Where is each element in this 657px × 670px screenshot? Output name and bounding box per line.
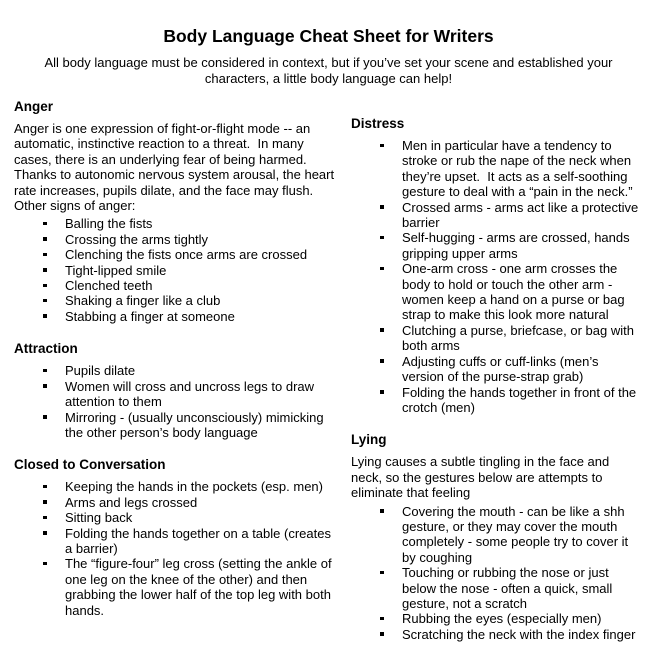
bullet-list: [351, 138, 643, 415]
square-bullet-icon: [380, 328, 384, 332]
bullet-list: [14, 216, 337, 324]
section-attraction: [14, 341, 337, 440]
list-item-text: Clutching a purse, briefcase, or bag with both arms: [402, 322, 638, 354]
list-item-text: Clenching the fists once arms are crossed: [65, 247, 308, 263]
list-item: [14, 263, 337, 278]
list-item: [351, 138, 643, 200]
list-item: [14, 309, 337, 324]
list-item-text: Pupils dilate: [65, 363, 136, 379]
square-bullet-icon: [43, 268, 47, 272]
list-item: [14, 216, 337, 231]
square-bullet-icon: [43, 222, 47, 226]
list-item-text: Covering the mouth - can be like a shh gesture, or they may cover the mouth completely - some people try to cover it by coughing: [402, 503, 632, 565]
list-item-text: Balling the fists: [65, 216, 153, 232]
list-item-text: Folding the hands together in front of the crotch (men): [402, 384, 640, 415]
list-item: [14, 510, 337, 525]
section-heading: Closed to Conversation: [14, 457, 166, 473]
square-bullet-icon: [43, 253, 47, 257]
square-bullet-icon: [380, 390, 384, 394]
square-bullet-icon: [43, 516, 47, 520]
square-bullet-icon: [43, 299, 47, 303]
square-bullet-icon: [380, 236, 384, 240]
page-title: Body Language Cheat Sheet for Writers: [163, 26, 494, 46]
list-item-text: Folding the hands together on a table (creates a barrier): [65, 525, 335, 556]
list-item: [351, 627, 643, 642]
list-item-text: One-arm cross - one arm crosses the body to hold or touch the other arm - women keep a hand on a purse or bag strap to make this look more natural: [402, 261, 629, 323]
list-item-text: Men in particular have a tendency to stroke or rub the nape of the neck when they’re upset. It acts as a self-soothing gesture to deal with a “pain in the neck.”: [402, 138, 635, 200]
list-item-text: Shaking a finger like a club: [65, 293, 221, 309]
square-bullet-icon: [380, 205, 384, 209]
list-item-text: Self-hugging - arms are crossed, hands gripping upper arms: [402, 230, 634, 261]
section-distress: [351, 116, 643, 415]
square-bullet-icon: [43, 237, 47, 241]
list-item: [351, 200, 643, 231]
square-bullet-icon: [380, 571, 384, 575]
list-item-text: Adjusting cuffs or cuff-links (men’s version of the purse-strap grab): [402, 353, 603, 385]
square-bullet-icon: [43, 500, 47, 504]
list-item-text: Crossed arms - arms act like a protective barrier: [402, 199, 642, 231]
list-item: [14, 526, 337, 557]
right-column: [351, 99, 643, 642]
left-column: [14, 99, 337, 642]
list-item-text: Rubbing the eyes (especially men): [402, 611, 602, 627]
list-item: [351, 504, 643, 566]
square-bullet-icon: [380, 632, 384, 636]
list-item-text: Stabbing a finger at someone: [65, 308, 235, 324]
list-item-text: Crossing the arms tightly: [65, 231, 209, 247]
list-item: [351, 261, 643, 323]
list-item-text: Keeping the hands in the pockets (esp. men): [65, 479, 323, 495]
list-item-text: Clenched teeth: [65, 278, 153, 294]
square-bullet-icon: [43, 562, 47, 566]
section-heading: Attraction: [14, 341, 78, 357]
list-item: [351, 611, 643, 626]
square-bullet-icon: [43, 485, 47, 489]
square-bullet-icon: [380, 617, 384, 621]
list-item-text: Touching or rubbing the nose or just below the nose - often a quick, small gesture, not a scratch: [402, 565, 616, 611]
list-item: [14, 556, 337, 618]
section-closed-to-conversation: [14, 457, 337, 618]
list-item: [14, 410, 337, 441]
list-item-text: Scratching the neck with the index finger: [402, 626, 636, 642]
square-bullet-icon: [43, 384, 47, 388]
square-bullet-icon: [43, 369, 47, 373]
square-bullet-icon: [43, 314, 47, 318]
section-intro: Lying causes a subtle tingling in the face and neck, so the gestures below are attempts to eliminate that feeling: [351, 454, 613, 501]
bullet-list: [14, 363, 337, 440]
two-column-layout: [0, 99, 657, 642]
section-heading: Distress: [351, 116, 405, 131]
list-item: [14, 247, 337, 262]
list-item: [14, 278, 337, 293]
bullet-list: [14, 479, 337, 618]
list-item-text: Sitting back: [65, 510, 133, 526]
section-intro: Anger is one expression of fight-or-flight mode -- an automatic, instinctive reaction to a threat. In many cases, there is an underlying fear of being harmed. Thanks to autonomic nervous system arousal, the heart rate increases, pupils dilate, and the face may flush. Other signs of anger:: [14, 121, 338, 214]
list-item: [351, 565, 643, 611]
section-anger: [14, 99, 337, 324]
bullet-list: [351, 504, 643, 643]
list-item-text: Arms and legs crossed: [65, 494, 198, 510]
section-lying: [351, 432, 643, 642]
section-heading: Anger: [14, 99, 54, 114]
square-bullet-icon: [380, 509, 384, 513]
list-item: [14, 379, 337, 410]
list-item: [351, 354, 643, 385]
list-item-text: The “figure-four” leg cross (setting the ankle of one leg on the knee of the other) and then grabbing the lower half of the top leg with both hands.: [65, 556, 336, 618]
list-item: [14, 232, 337, 247]
section-heading: Lying: [351, 432, 387, 448]
list-item-text: Women will cross and uncross legs to draw attention to them: [65, 378, 318, 410]
square-bullet-icon: [43, 415, 47, 419]
list-item: [351, 323, 643, 354]
list-item: [14, 495, 337, 510]
list-item-text: Mirroring - (usually unconsciously) mimicking the other person’s body language: [65, 409, 328, 440]
square-bullet-icon: [380, 144, 384, 148]
square-bullet-icon: [43, 531, 47, 535]
list-item: [351, 230, 643, 261]
list-item-text: Tight-lipped smile: [65, 262, 167, 278]
list-item: [14, 363, 337, 378]
list-item: [14, 479, 337, 494]
list-item: [351, 385, 643, 416]
list-item: [14, 293, 337, 308]
square-bullet-icon: [43, 284, 47, 288]
square-bullet-icon: [380, 267, 384, 271]
square-bullet-icon: [380, 359, 384, 363]
page-subtitle: All body language must be considered in context, but if you’ve set your scene and established your characters, a little body language can help!: [44, 55, 617, 86]
